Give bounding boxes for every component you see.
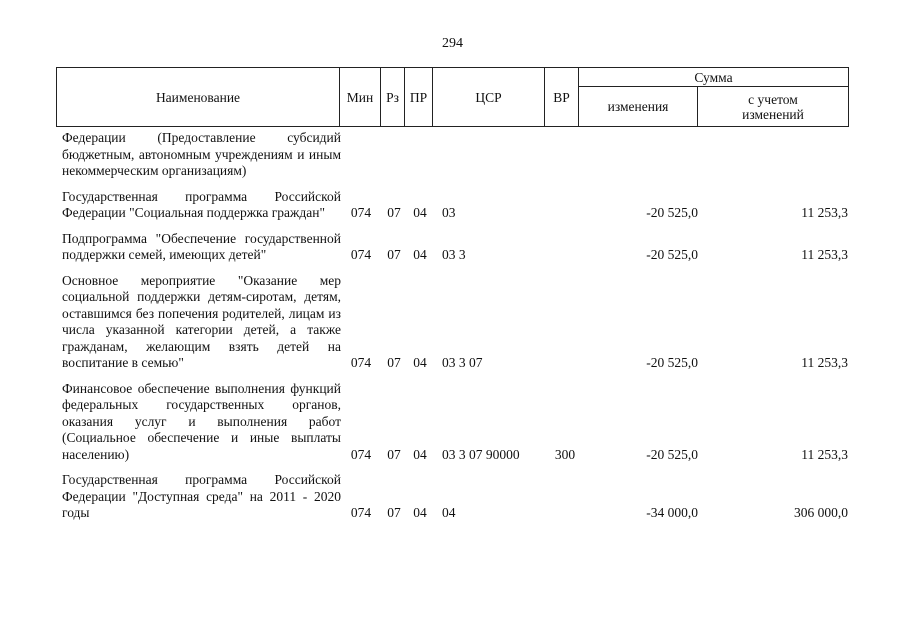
row-total: 11 253,3 xyxy=(801,355,848,370)
table-header xyxy=(56,67,849,127)
row-min: 074 xyxy=(350,505,372,520)
table-row xyxy=(56,189,852,222)
row-change: -20 525,0 xyxy=(646,446,698,462)
table-row xyxy=(56,472,852,522)
row-pr: 04 xyxy=(413,446,427,462)
row-rz: 07 xyxy=(387,446,401,462)
table-body xyxy=(56,130,852,522)
row-total: 11 253,3 xyxy=(801,446,848,462)
row-min: 074 xyxy=(350,446,372,462)
row-csr: 03 3 07 xyxy=(442,355,483,370)
row-name: Федерации (Предоставление субсидий бюджетным, автономным учреждениям и иным некоммерческим организациям) xyxy=(62,130,341,178)
header-with-changes xyxy=(698,87,849,127)
row-rz: 07 xyxy=(387,355,401,370)
header-changes: изменения xyxy=(579,87,698,127)
row-change: -20 525,0 xyxy=(646,247,698,262)
row-pr: 04 xyxy=(413,205,427,220)
row-name: Финансовое обеспечение выполнения функций федеральных государственных органов, оказания услуг и выполнения работ (Социальное обеспечение и иные выплаты населению) xyxy=(62,380,341,462)
row-name: Государственная программа Российской Федерации "Доступная среда" на 2011 - 2020 годы xyxy=(62,472,341,520)
row-total: 11 253,3 xyxy=(801,247,848,262)
row-rz: 07 xyxy=(387,247,401,262)
table-row xyxy=(56,273,852,372)
header-vr: ВР xyxy=(545,68,579,127)
row-min: 074 xyxy=(350,247,372,262)
header-with-changes-line1: с учетом xyxy=(748,91,798,107)
table-row xyxy=(56,381,852,464)
row-pr: 04 xyxy=(413,247,427,262)
row-rz: 07 xyxy=(387,505,401,520)
row-csr: 03 xyxy=(442,205,456,220)
header-name: Наименование xyxy=(57,68,340,127)
row-total: 306 000,0 xyxy=(794,505,848,520)
row-name: Государственная программа Российской Федерации "Социальная поддержка граждан" xyxy=(62,188,341,220)
header-pr: ПР xyxy=(405,68,433,127)
row-csr: 03 3 xyxy=(442,247,466,262)
table-row xyxy=(56,130,852,180)
row-min: 074 xyxy=(350,355,372,370)
row-change: -34 000,0 xyxy=(646,505,698,520)
row-csr: 03 3 07 90000 xyxy=(442,446,520,462)
row-total: 11 253,3 xyxy=(801,205,848,220)
row-rz: 07 xyxy=(387,205,401,220)
page-number: 294 xyxy=(442,36,463,51)
table-row xyxy=(56,231,852,264)
header-sum: Сумма xyxy=(579,68,849,87)
header-min: Мин xyxy=(340,68,381,127)
row-change: -20 525,0 xyxy=(646,205,698,220)
row-pr: 04 xyxy=(413,355,427,370)
row-vr: 300 xyxy=(554,446,576,462)
row-csr: 04 xyxy=(442,505,456,520)
row-min: 074 xyxy=(350,205,372,220)
header-with-changes-line2: изменений xyxy=(742,106,804,122)
row-pr: 04 xyxy=(413,505,427,520)
header-csr: ЦСР xyxy=(433,68,545,127)
row-name: Основное мероприятие "Оказание мер социальной поддержки детям-сиротам, детям, оставшимся без попечения родителей, лицам из числа указанной категории детей, а также гражданам, желающим взять детей на воспитание в семью" xyxy=(62,272,341,370)
row-name: Подпрограмма "Обеспечение государственной поддержки семей, имеющих детей" xyxy=(62,230,341,262)
header-rz: Рз xyxy=(381,68,405,127)
row-change: -20 525,0 xyxy=(646,355,698,370)
